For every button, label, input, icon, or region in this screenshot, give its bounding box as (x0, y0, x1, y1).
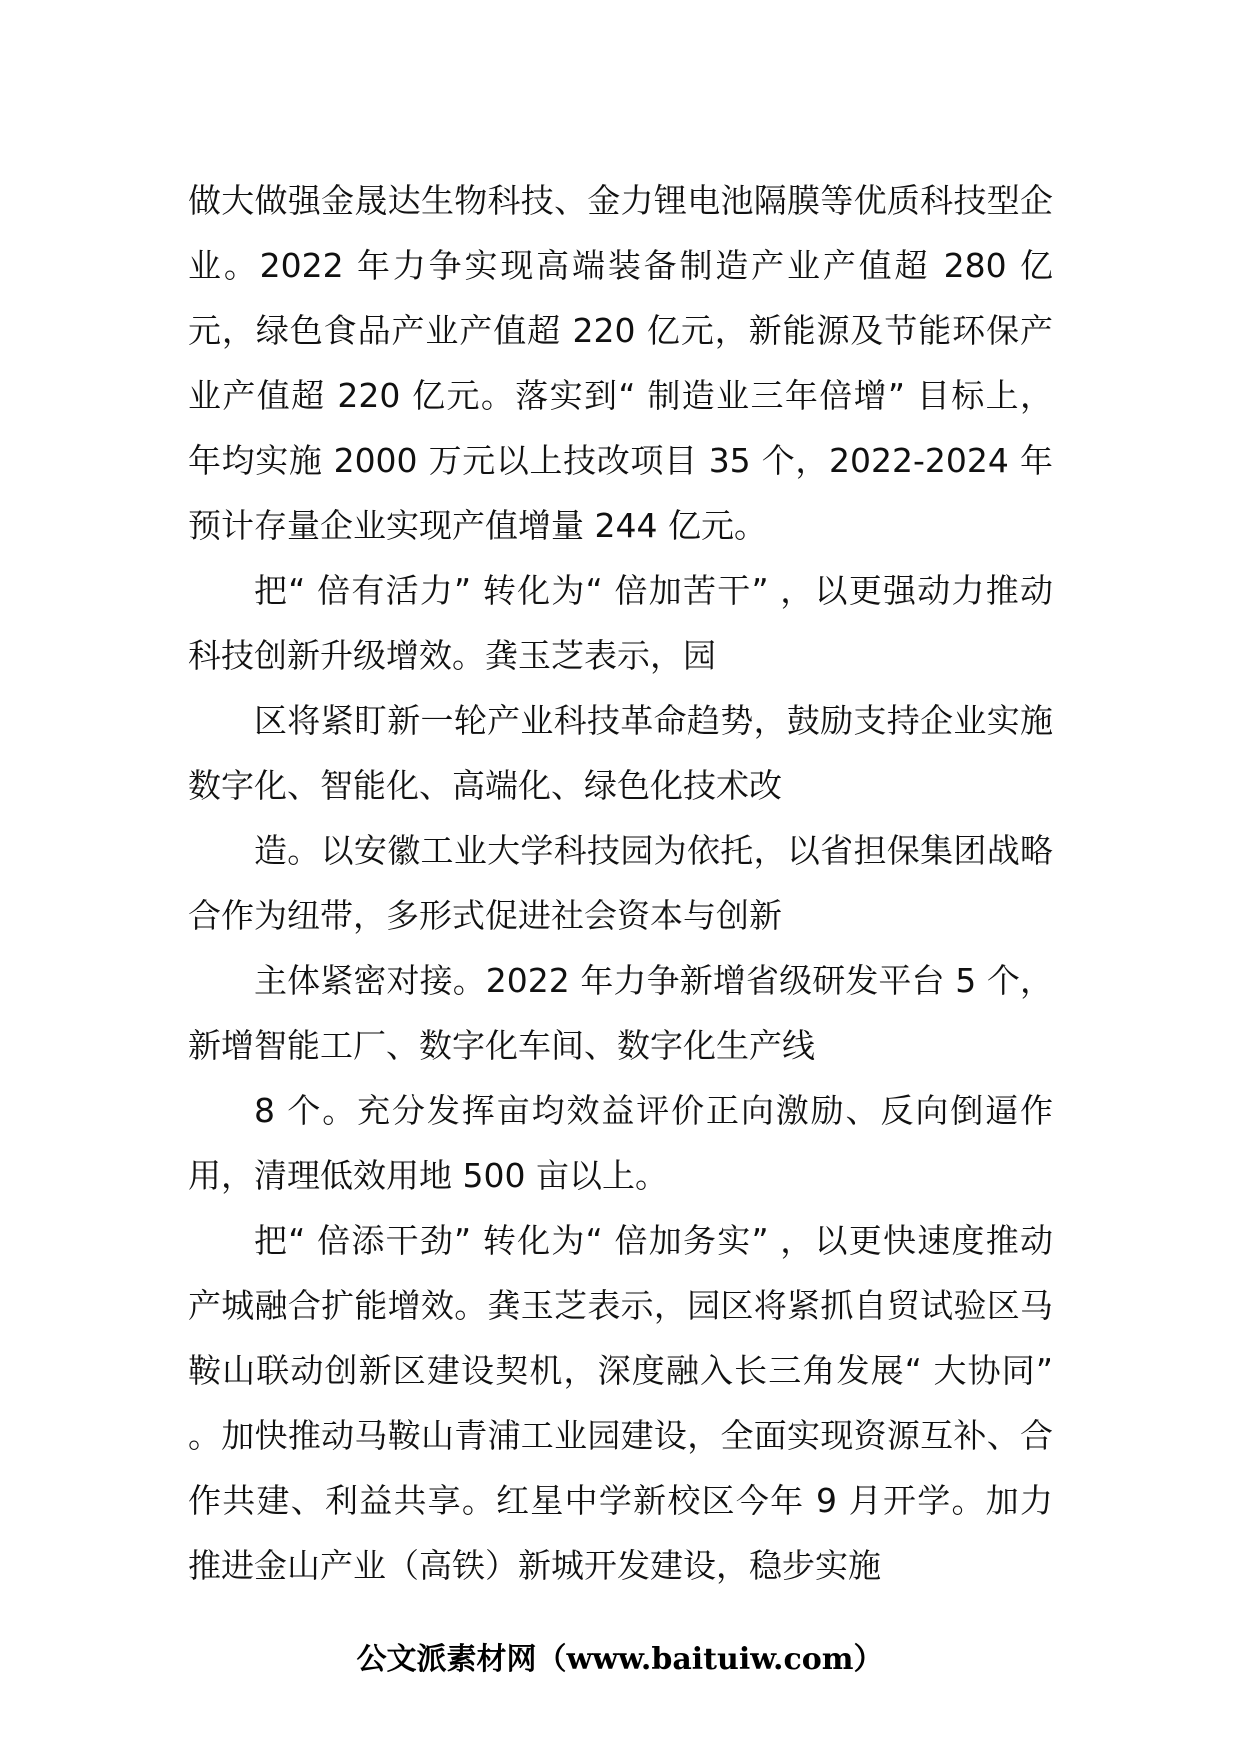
paragraph-1: 做大做强金晟达生物科技、金力锂电池隔膜等优质科技型企业。2022 年力争实现高端装备制造产业产值超 280 亿元，绿色食品产业产值超 220 亿元，新能源及节能环保产业产值超 220 亿元。落实到“ 制造业三年倍增” 目标上，年均实施 2000 万元以上技改项目 35 个，2022-2024 年预计存量企业实现产值增量 244 亿元。 (188, 181, 1053, 545)
paragraph-5: 主体紧密对接。2022 年力争新增省级研发平台 5 个，新增智能工厂、数字化车间、数字化生产线 (188, 961, 1053, 1065)
paragraph-6: 8 个。充分发挥亩均效益评价正向激励、反向倒逼作用，清理低效用地 500 亩以上。 (188, 1091, 1053, 1195)
paragraph-4: 造。以安徽工业大学科技园为依托，以省担保集团战略合作为纽带，多形式促进社会资本与创新 (188, 831, 1053, 935)
paragraph-2: 把“ 倍有活力” 转化为“ 倍加苦干” ，以更强动力推动科技创新升级增效。龚玉芝表示，园 (188, 571, 1053, 675)
footer-source: 公文派素材网（www.baituiw.com） (356, 1642, 884, 1677)
paragraph-3: 区将紧盯新一轮产业科技革命趋势，鼓励支持企业实施数字化、智能化、高端化、绿色化技术改 (188, 701, 1053, 805)
paragraph-7: 把“ 倍添干劲” 转化为“ 倍加务实” ，以更快速度推动产城融合扩能增效。龚玉芝表示，园区将紧抓自贸试验区马鞍山联动创新区建设契机，深度融入长三角发展“ 大协同” 。加快推动马鞍山青浦工业园建设，全面实现资源互补、合作共建、利益共享。红星中学新校区今年 9 月开学。加力推进金山产业（高铁）新城开发建设，稳步实施 (188, 1221, 1053, 1585)
document-body (188, 168, 1053, 1598)
